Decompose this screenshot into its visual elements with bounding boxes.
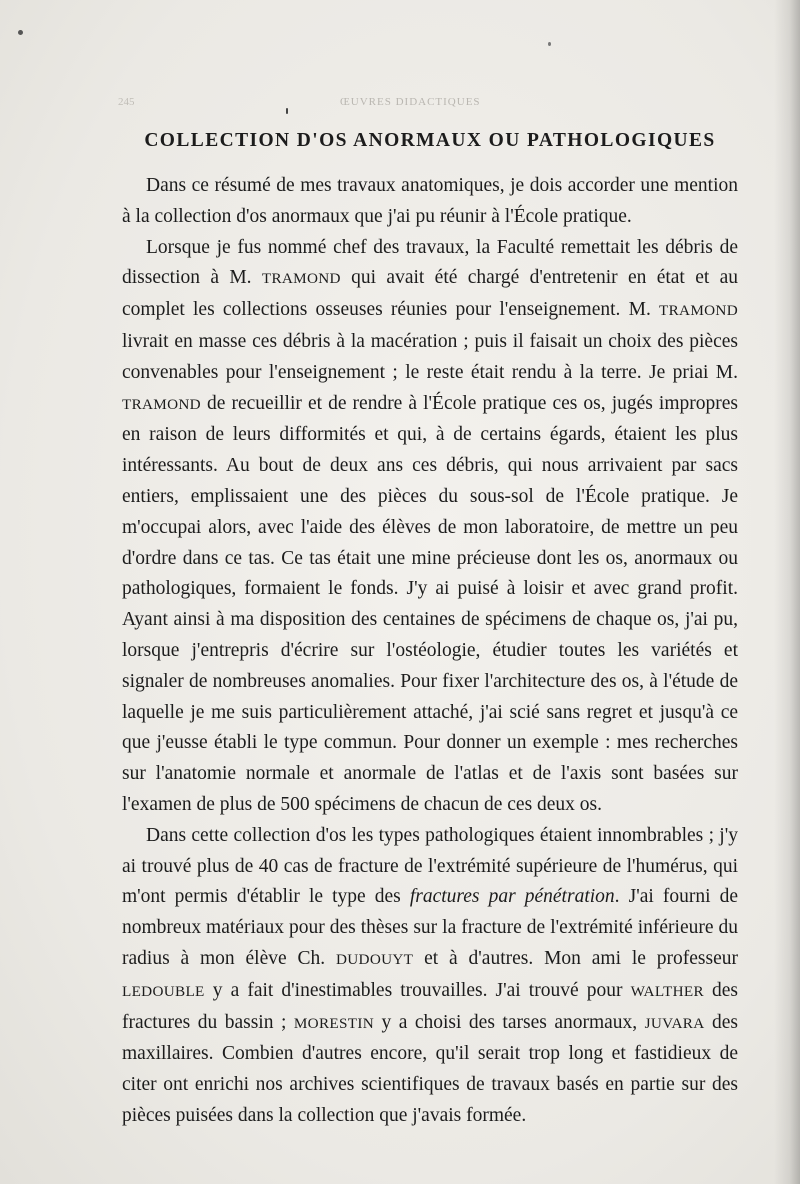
paragraph-2 <box>122 233 738 821</box>
text-run: Dans ce résumé de mes travaux anatomiques, je dois accorder une mention à la collection d'os anormaux que j'ai pu réunir à l'École pratique. <box>122 175 738 227</box>
text-run: Dans cette collection d'os les types pathologiques étaient innombrables ; j'y ai trouvé plus de 40 cas de fracture de l'extrémité supérieure de l'humérus, qui m'ont permis d'établir le type des <box>122 824 738 908</box>
page-edge-shadow <box>774 0 800 1184</box>
text-run: qui avait été chargé d'entretenir en état et au complet les collections osseuses réunies pour l'enseignement. M. <box>122 267 739 321</box>
text-run: y a choisi des tarses anormaux, <box>373 1011 645 1033</box>
name-walther: WALTHER <box>630 982 704 1000</box>
name-ledouble: LEDOUBLE <box>122 982 205 1000</box>
name-tramond: TRAMOND <box>659 302 738 320</box>
text-run: de recueillir et de rendre à l'École pratique ces os, jugés impropres en raison de leurs difformités et qui, à de certains égards, étaient les plus intéressants. Au bout de deux ans ces débris, qui nous arrivaient par sacs entiers, emplissaient une des pièces du sous-sol de l'École pratique. Je m'occupai alors, avec l'aide des élèves de mon laboratoire, de mettre un peu d'ordre dans ce tas. Ce tas était une mine précieuse dont les os, anormaux ou pathologiques, formaient le fonds. J'y ai puisé à loisir et avec grand profit. Ayant ainsi à ma disposition des centaines de spécimens de chaque os, j'ai pu, lorsque j'entrepris d'écrire sur l'ostéologie, étudier toutes les variétés et signaler de nombreuses anomalies. Pour fixer l'architecture des os, à l'étude de laquelle je me suis particulièrement attaché, j'ai scié sans regret et jusqu'à ce que j'eusse établi le type commun. Pour donner un exemple : mes recherches sur l'anatomie normale et anormale de l'atlas et de l'axis sont basées sur l'examen de plus de 500 spécimens de chacun de ces deux os. <box>122 392 738 815</box>
paragraph-1 <box>122 171 738 233</box>
italic-term: fractures par pénétration <box>409 886 615 908</box>
text-run: et à d'autres. Mon ami le professeur <box>413 947 739 969</box>
text-run: des fractures du bassin ; <box>122 979 738 1033</box>
paper-speck <box>18 30 23 35</box>
bleed-through-page-number: 245 <box>118 96 135 108</box>
name-morestin: MORESTIN <box>293 1014 374 1032</box>
name-tramond: TRAMOND <box>122 395 201 413</box>
document-body <box>122 171 738 1132</box>
page-title: COLLECTION D'OS ANORMAUX OU PATHOLOGIQUES <box>144 130 716 151</box>
text-run: des maxillaires. Combien d'autres encore, qu'il serait trop long et fastidieux de citer ont enrichi nos archives scientifiques de travaux basés en partie sur des pièces puisées dans la collection que j'avais formée. <box>122 1011 738 1126</box>
text-run: livrait en masse ces débris à la macération ; puis il faisait un choix des pièces convenables pour l'enseignement ; le reste était rendu à la terre. Je priai M. <box>122 330 738 383</box>
text-run: Lorsque je fus nommé chef des travaux, la Faculté remettait les débris de dissection à M. <box>122 236 738 289</box>
name-juvara: JUVARA <box>644 1014 705 1032</box>
paragraph-3 <box>122 821 738 1132</box>
text-run: y a fait d'inestimables trouvailles. J'ai trouvé pour <box>204 979 631 1001</box>
paper-speck <box>286 108 288 114</box>
name-dudouyt: DUDOUYT <box>336 950 414 968</box>
bleed-through-running-title: ŒUVRES DIDACTIQUES <box>340 96 481 108</box>
text-run: . J'ai fourni de nombreux matériaux pour des thèses sur la fracture de l'extrémité inférieure du radius à mon élève Ch. <box>122 886 738 969</box>
name-tramond: TRAMOND <box>261 270 341 288</box>
paper-speck <box>548 42 551 46</box>
